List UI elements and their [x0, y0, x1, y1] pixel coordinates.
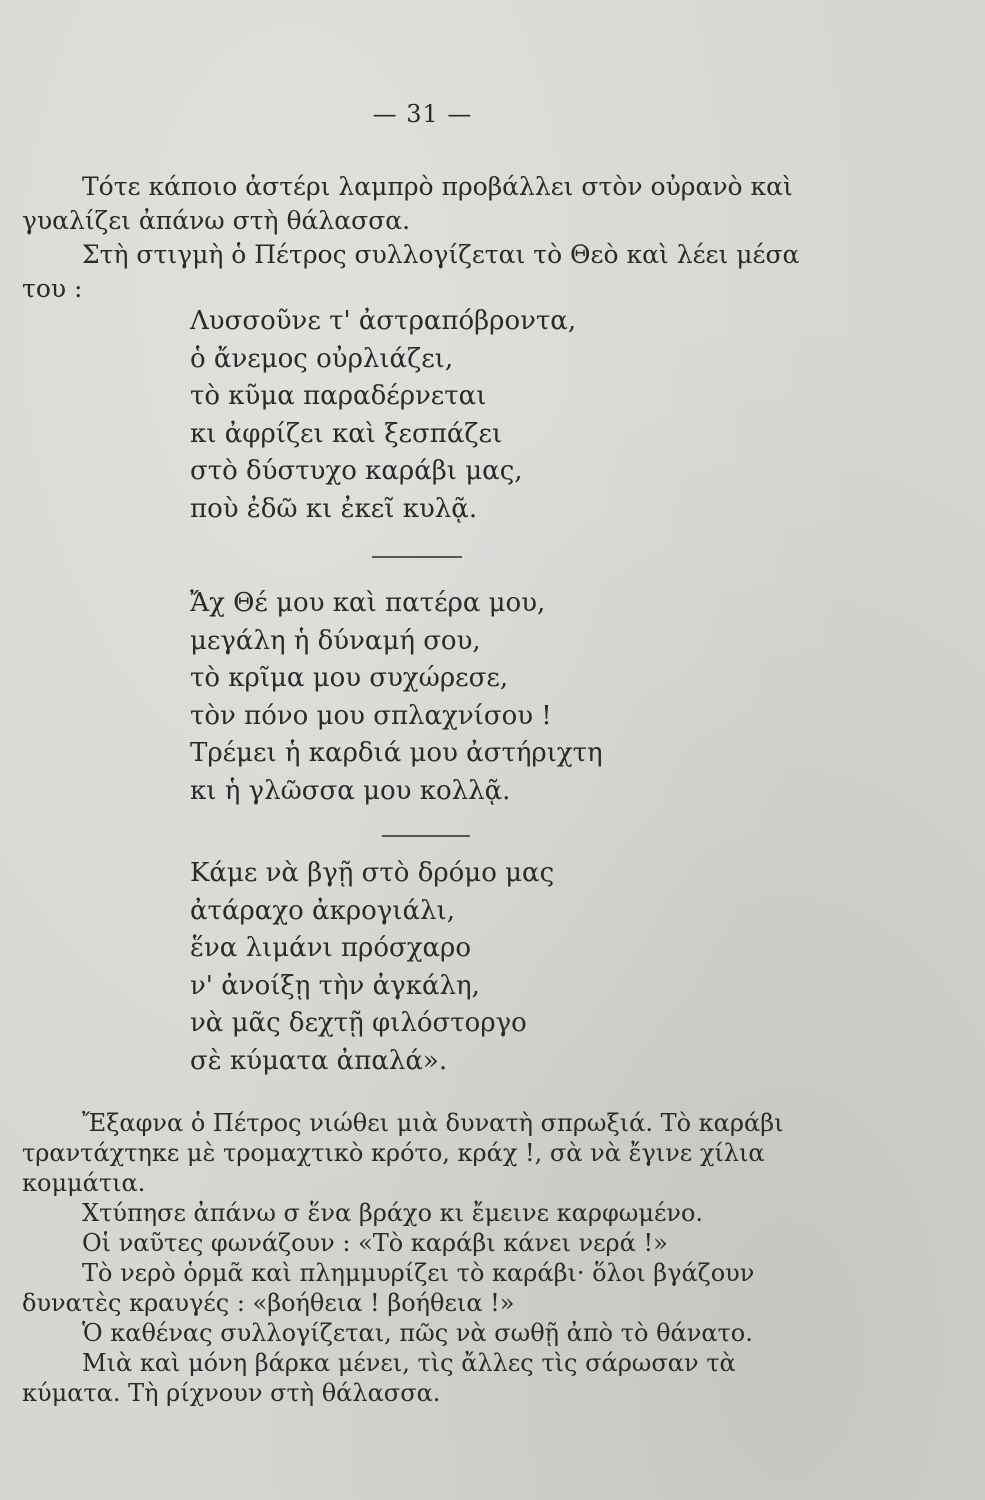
verse-line: ἀτάραχο ἀκρογιάλι,	[190, 895, 455, 926]
verse-line: Τρέμει ἡ καρδιά μου ἀστήριχτη	[190, 738, 603, 768]
page-number: — 31 —	[372, 100, 473, 128]
verse-line: στὸ δύστυχο καράβι μας,	[190, 456, 523, 486]
verse-line: ν' ἀνοίξῃ τὴν ἀγκάλη,	[190, 970, 480, 1001]
paragraph: Οἱ ναῦτες φωνάζουν : «Τὸ καράβι κάνει νερά !»	[82, 1229, 668, 1257]
paragraph: Τὸ νερὸ ὁρμᾶ καὶ πλημμυρίζει τὸ καράβι· ὅλοι βγάζουν δυνατὲς κραυγές : «βοήθεια ! βοήθεια !»	[22, 1259, 755, 1317]
stanza-divider	[382, 835, 470, 837]
verse-line: ἕνα λιμάνι πρόσχαρο	[190, 933, 471, 963]
closing-text	[22, 1108, 822, 1408]
paragraph: Μιὰ καὶ μόνη βάρκα μένει, τὶς ἄλλες τὶς σάρωσαν τὰ κύματα. Τὴ ρίχνουν στὴ θάλασσα.	[22, 1349, 736, 1407]
poem-stanza-3	[190, 855, 554, 1080]
verse-line: μεγάλη ἡ δύναμή σου,	[190, 625, 481, 656]
verse-line: τὸ κῦμα παραδέρνεται	[190, 381, 487, 411]
paragraph: Χτύπησε ἀπάνω σ ἕνα βράχο κι ἔμεινε καρφωμένο.	[82, 1199, 704, 1227]
poem-stanza-1	[190, 303, 576, 528]
verse-line: κι ἡ γλῶσσα μου κολλᾷ.	[190, 775, 511, 806]
verse-line: τὸ κρῖμα μου συχώρεσε,	[190, 663, 509, 693]
verse-line: ποὺ ἐδῶ κι ἐκεῖ κυλᾷ.	[190, 493, 478, 524]
stanza-divider	[372, 556, 462, 558]
paragraph: Ἔξαφνα ὁ Πέτρος νιώθει μιὰ δυνατὴ σπρωξιά. Τὸ καράβι τραντάχτηκε μὲ τρομαχτικὸ κρότο, κράχ !, σὰ νὰ ἔγινε χίλια κομμάτια.	[22, 1109, 784, 1197]
verse-line: τὸν πόνο μου σπλαχνίσου !	[190, 700, 552, 731]
paragraph: Τότε κάποιο ἀστέρι λαμπρὸ προβάλλει στὸν οὐρανὸ καὶ γυαλίζει ἀπάνω στὴ θάλασσα.	[22, 172, 793, 235]
intro-text	[22, 170, 822, 306]
verse-line: κι ἀφρίζει καὶ ξεσπάζει	[190, 418, 503, 449]
poem-stanza-2	[190, 585, 603, 810]
verse-line: Λυσσοῦνε τ' ἀστραπόβροντα,	[190, 306, 577, 336]
verse-line: Κάμε νὰ βγῇ στὸ δρόμο μας	[190, 858, 555, 888]
verse-line: ὁ ἄνεμος οὐρλιάζει,	[190, 343, 454, 374]
verse-line: σὲ κύματα ἀπαλά».	[190, 1045, 448, 1076]
paragraph: Ὁ καθένας συλλογίζεται, πῶς νὰ σωθῇ ἀπὸ τὸ θάνατο.	[82, 1319, 753, 1347]
paragraph: Στὴ στιγμὴ ὁ Πέτρος συλλογίζεται τὸ Θεὸ καὶ λέει μέσα του :	[22, 240, 800, 303]
verse-line: Ἄχ Θέ μου καὶ πατέρα μου,	[190, 588, 546, 618]
verse-line: νὰ μᾶς δεχτῇ φιλόστοργο	[190, 1008, 527, 1038]
